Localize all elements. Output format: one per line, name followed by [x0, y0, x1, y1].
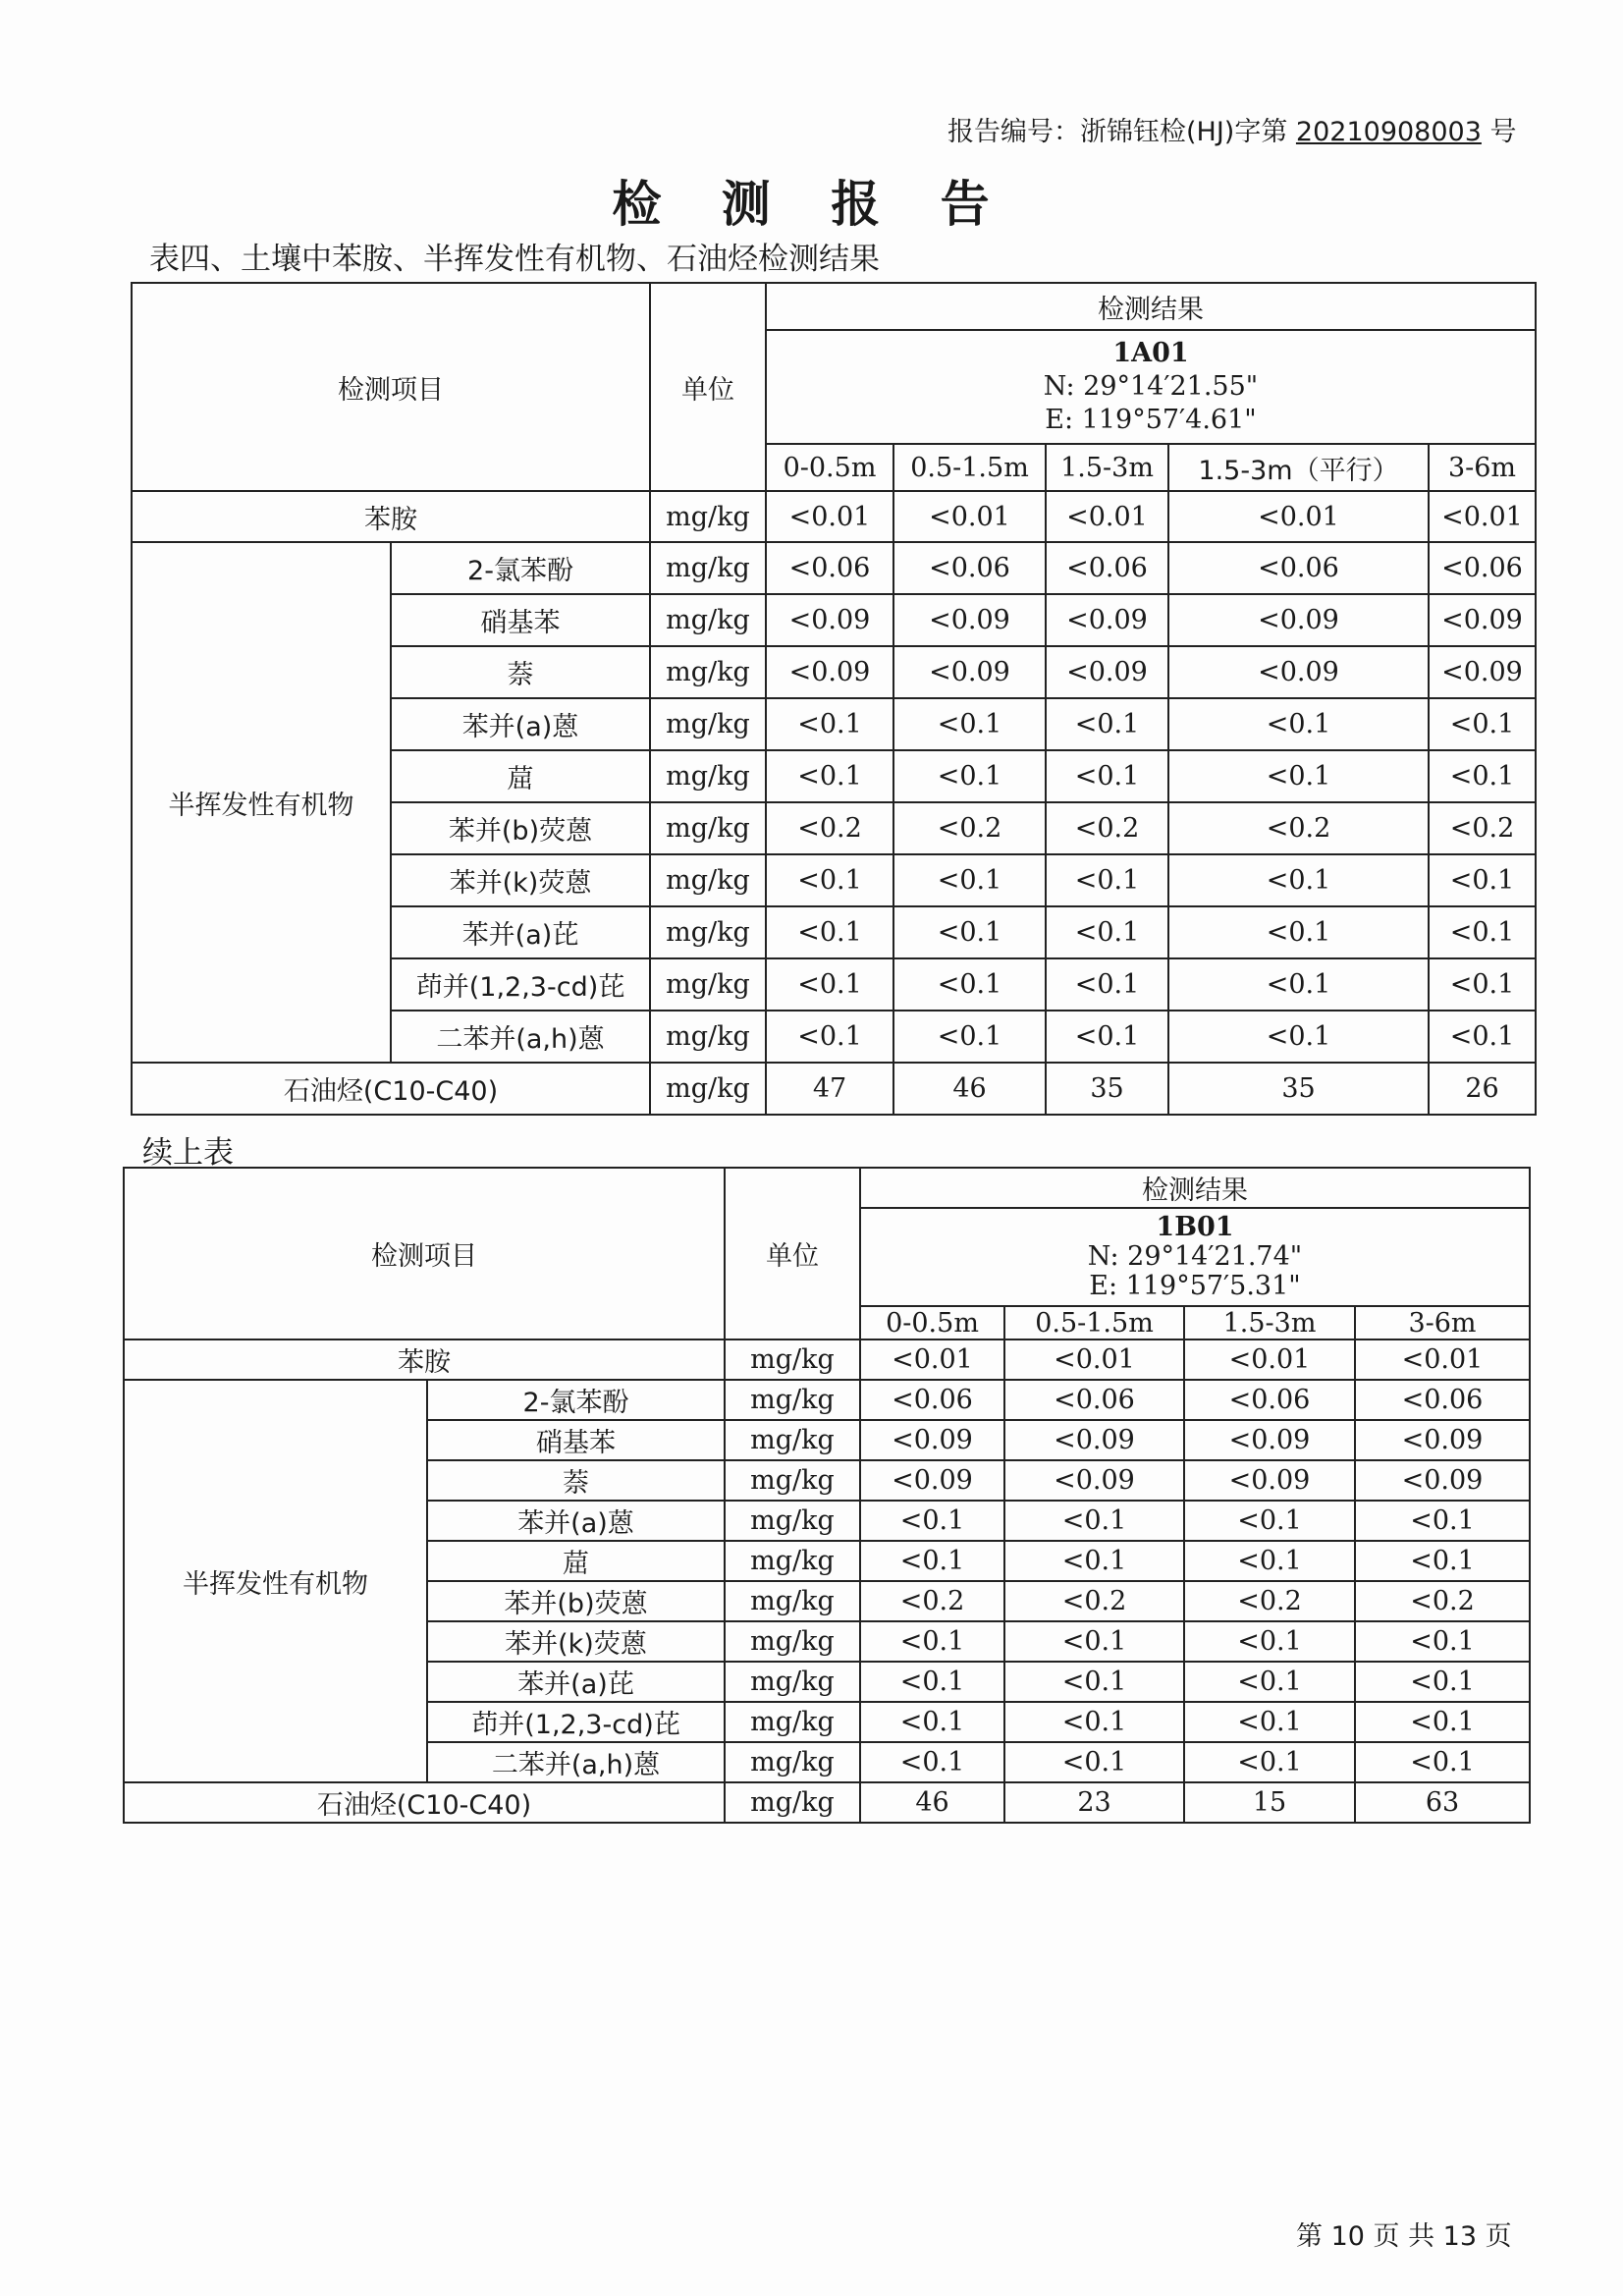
analyte-name: 苯胺: [124, 1339, 725, 1380]
value-cell: <0.1: [1168, 906, 1429, 958]
analyte-name: 䓛: [391, 750, 650, 802]
value-cell: <0.2: [1429, 802, 1536, 854]
unit-cell: mg/kg: [725, 1782, 860, 1823]
value-cell: <0.1: [1429, 1011, 1536, 1063]
unit-cell: mg/kg: [650, 854, 766, 906]
unit-cell: mg/kg: [650, 698, 766, 750]
site-latitude: N: 29°14′21.55": [1043, 371, 1259, 402]
value-cell: <0.1: [860, 1702, 1004, 1742]
value-cell: <0.1: [860, 1662, 1004, 1702]
value-cell: <0.1: [1429, 854, 1536, 906]
value-cell: 35: [1168, 1063, 1429, 1115]
results-header: 检测结果: [860, 1168, 1530, 1208]
value-cell: <0.06: [1355, 1380, 1530, 1420]
value-cell: <0.1: [766, 750, 893, 802]
value-cell: <0.1: [860, 1501, 1004, 1541]
value-cell: <0.1: [1184, 1501, 1355, 1541]
analyte-name: 萘: [427, 1460, 725, 1501]
value-cell: <0.01: [1355, 1339, 1530, 1380]
value-cell: <0.1: [1355, 1742, 1530, 1782]
value-cell: <0.09: [860, 1460, 1004, 1501]
value-cell: <0.2: [1004, 1581, 1184, 1621]
value-cell: 23: [1004, 1782, 1184, 1823]
value-cell: <0.2: [893, 802, 1046, 854]
value-cell: <0.09: [1184, 1460, 1355, 1501]
value-cell: 47: [766, 1063, 893, 1115]
value-cell: <0.09: [766, 594, 893, 646]
depth-header: 0-0.5m: [766, 444, 893, 491]
unit-cell: mg/kg: [650, 1011, 766, 1063]
value-cell: <0.2: [1355, 1581, 1530, 1621]
value-cell: <0.1: [1355, 1621, 1530, 1662]
site-longitude: E: 119°57′5.31": [1089, 1271, 1301, 1301]
value-cell: <0.1: [1004, 1541, 1184, 1581]
value-cell: <0.01: [860, 1339, 1004, 1380]
results-table-1b01: [123, 1167, 1531, 1824]
value-cell: <0.1: [1184, 1662, 1355, 1702]
value-cell: <0.1: [860, 1621, 1004, 1662]
value-cell: <0.2: [766, 802, 893, 854]
value-cell: <0.2: [1046, 802, 1168, 854]
value-cell: <0.1: [1184, 1621, 1355, 1662]
analyte-name: 苯并(a)芘: [391, 906, 650, 958]
value-cell: <0.06: [860, 1380, 1004, 1420]
unit-cell: mg/kg: [725, 1662, 860, 1702]
value-cell: <0.09: [1355, 1420, 1530, 1460]
report-number-suffix: 号: [1481, 117, 1517, 147]
value-cell: <0.09: [893, 646, 1046, 698]
value-cell: <0.1: [1004, 1621, 1184, 1662]
value-cell: <0.1: [1004, 1742, 1184, 1782]
continuation-caption: 续上表: [142, 1135, 234, 1171]
analyte-name: 苯并(k)荧蒽: [427, 1621, 725, 1662]
value-cell: 46: [893, 1063, 1046, 1115]
depth-header: 3-6m: [1429, 444, 1536, 491]
depth-header: 1.5-3m: [1184, 1306, 1355, 1339]
unit-cell: mg/kg: [725, 1742, 860, 1782]
unit-cell: mg/kg: [650, 802, 766, 854]
unit-cell: mg/kg: [650, 594, 766, 646]
table-row: [124, 1339, 1530, 1380]
analyte-name: 2-氯苯酚: [391, 542, 650, 594]
value-cell: <0.2: [860, 1581, 1004, 1621]
depth-header: 0.5-1.5m: [893, 444, 1046, 491]
value-cell: <0.2: [1184, 1581, 1355, 1621]
value-cell: <0.1: [1429, 958, 1536, 1011]
page-number: 第 10 页 共 13 页: [1296, 2221, 1512, 2252]
analyte-name: 䓛: [427, 1541, 725, 1581]
unit-cell: mg/kg: [650, 958, 766, 1011]
table-row: [124, 1782, 1530, 1823]
value-cell: <0.1: [1168, 750, 1429, 802]
unit-cell: mg/kg: [725, 1339, 860, 1380]
unit-cell: mg/kg: [725, 1541, 860, 1581]
value-cell: <0.01: [1184, 1339, 1355, 1380]
unit-header: 单位: [725, 1168, 860, 1339]
depth-header: 3-6m: [1355, 1306, 1530, 1339]
unit-header: 单位: [650, 283, 766, 491]
table-row: [124, 1380, 1530, 1420]
value-cell: <0.1: [1355, 1501, 1530, 1541]
value-cell: <0.1: [1004, 1662, 1184, 1702]
document-title: 检 测 报 告: [612, 176, 1011, 233]
value-cell: <0.1: [893, 698, 1046, 750]
item-header: 检测项目: [124, 1168, 725, 1339]
site-code: 1B01: [1156, 1212, 1234, 1242]
value-cell: <0.06: [766, 542, 893, 594]
report-number: 20210908003: [1295, 117, 1482, 147]
table-row: [132, 542, 1536, 594]
value-cell: <0.09: [1168, 646, 1429, 698]
value-cell: <0.1: [1429, 698, 1536, 750]
site-code: 1A01: [1112, 338, 1189, 368]
value-cell: <0.1: [1046, 698, 1168, 750]
value-cell: <0.1: [1168, 854, 1429, 906]
value-cell: <0.1: [1046, 750, 1168, 802]
analyte-name: 茚并(1,2,3-cd)芘: [427, 1702, 725, 1742]
value-cell: <0.06: [1004, 1380, 1184, 1420]
value-cell: <0.1: [1355, 1662, 1530, 1702]
value-cell: <0.1: [1184, 1702, 1355, 1742]
value-cell: 35: [1046, 1063, 1168, 1115]
value-cell: <0.1: [1355, 1541, 1530, 1581]
site-info: [766, 330, 1536, 444]
value-cell: <0.09: [1004, 1420, 1184, 1460]
analyte-name: 苯并(a)蒽: [427, 1501, 725, 1541]
value-cell: <0.01: [766, 491, 893, 542]
svoc-group-label: 半挥发性有机物: [132, 542, 391, 1063]
value-cell: 26: [1429, 1063, 1536, 1115]
value-cell: <0.06: [1429, 542, 1536, 594]
report-number-prefix: 报告编号：浙锦钰检(HJ)字第: [947, 117, 1296, 147]
value-cell: <0.1: [1046, 906, 1168, 958]
unit-cell: mg/kg: [725, 1380, 860, 1420]
item-header: 检测项目: [132, 283, 650, 491]
value-cell: <0.09: [1046, 646, 1168, 698]
value-cell: <0.1: [1184, 1742, 1355, 1782]
site-longitude: E: 119°57′4.61": [1045, 405, 1257, 435]
analyte-name: 硝基苯: [391, 594, 650, 646]
table-row: [132, 491, 1536, 542]
value-cell: 15: [1184, 1782, 1355, 1823]
unit-cell: mg/kg: [650, 491, 766, 542]
unit-cell: mg/kg: [725, 1420, 860, 1460]
value-cell: <0.09: [893, 594, 1046, 646]
analyte-name: 苯并(b)荧蒽: [427, 1581, 725, 1621]
analyte-name: 苯并(a)芘: [427, 1662, 725, 1702]
analyte-name: 2-氯苯酚: [427, 1380, 725, 1420]
value-cell: <0.09: [766, 646, 893, 698]
analyte-name: 石油烃(C10-C40): [132, 1063, 650, 1115]
value-cell: <0.09: [1168, 594, 1429, 646]
unit-cell: mg/kg: [725, 1581, 860, 1621]
value-cell: <0.09: [1184, 1420, 1355, 1460]
unit-cell: mg/kg: [725, 1621, 860, 1662]
value-cell: <0.1: [1168, 958, 1429, 1011]
value-cell: <0.06: [1168, 542, 1429, 594]
analyte-name: 苯并(k)荧蒽: [391, 854, 650, 906]
value-cell: <0.06: [1184, 1380, 1355, 1420]
value-cell: <0.09: [860, 1420, 1004, 1460]
value-cell: <0.1: [893, 906, 1046, 958]
unit-cell: mg/kg: [650, 906, 766, 958]
depth-header: 1.5-3m: [1046, 444, 1168, 491]
unit-cell: mg/kg: [650, 750, 766, 802]
value-cell: <0.1: [766, 1011, 893, 1063]
value-cell: <0.1: [893, 1011, 1046, 1063]
value-cell: <0.1: [1004, 1501, 1184, 1541]
analyte-name: 二苯并(a,h)蒽: [427, 1742, 725, 1782]
value-cell: <0.1: [1168, 698, 1429, 750]
value-cell: 63: [1355, 1782, 1530, 1823]
value-cell: <0.1: [860, 1742, 1004, 1782]
value-cell: <0.1: [766, 906, 893, 958]
value-cell: <0.1: [766, 698, 893, 750]
value-cell: <0.09: [1429, 646, 1536, 698]
value-cell: <0.06: [1046, 542, 1168, 594]
value-cell: <0.1: [893, 958, 1046, 1011]
analyte-name: 硝基苯: [427, 1420, 725, 1460]
depth-header: 0.5-1.5m: [1004, 1306, 1184, 1339]
unit-cell: mg/kg: [725, 1501, 860, 1541]
analyte-name: 萘: [391, 646, 650, 698]
analyte-name: 茚并(1,2,3-cd)芘: [391, 958, 650, 1011]
site-latitude: N: 29°14′21.74": [1087, 1241, 1303, 1272]
value-cell: <0.1: [1429, 906, 1536, 958]
value-cell: <0.1: [766, 958, 893, 1011]
value-cell: <0.1: [1046, 958, 1168, 1011]
value-cell: <0.1: [1184, 1541, 1355, 1581]
value-cell: <0.1: [1046, 854, 1168, 906]
value-cell: <0.1: [860, 1541, 1004, 1581]
site-info: [860, 1208, 1530, 1306]
value-cell: <0.1: [1046, 1011, 1168, 1063]
results-table-1a01: [131, 282, 1537, 1116]
depth-header: 0-0.5m: [860, 1306, 1004, 1339]
depth-header: 1.5-3m（平行）: [1168, 444, 1429, 491]
analyte-name: 二苯并(a,h)蒽: [391, 1011, 650, 1063]
value-cell: <0.1: [766, 854, 893, 906]
table-row: [132, 1063, 1536, 1115]
value-cell: <0.1: [1168, 1011, 1429, 1063]
table-caption: 表四、土壤中苯胺、半挥发性有机物、石油烃检测结果: [149, 242, 880, 277]
value-cell: <0.09: [1004, 1460, 1184, 1501]
unit-cell: mg/kg: [725, 1702, 860, 1742]
unit-cell: mg/kg: [650, 542, 766, 594]
value-cell: <0.06: [893, 542, 1046, 594]
value-cell: <0.09: [1429, 594, 1536, 646]
report-number-line: [947, 110, 1516, 148]
svoc-group-label: 半挥发性有机物: [124, 1380, 427, 1782]
value-cell: <0.1: [1004, 1702, 1184, 1742]
value-cell: <0.1: [893, 750, 1046, 802]
results-header: 检测结果: [766, 283, 1536, 330]
value-cell: <0.01: [1429, 491, 1536, 542]
value-cell: <0.09: [1355, 1460, 1530, 1501]
value-cell: <0.01: [1046, 491, 1168, 542]
analyte-name: 苯胺: [132, 491, 650, 542]
value-cell: <0.1: [1429, 750, 1536, 802]
value-cell: 46: [860, 1782, 1004, 1823]
analyte-name: 苯并(b)荧蒽: [391, 802, 650, 854]
unit-cell: mg/kg: [650, 646, 766, 698]
value-cell: <0.01: [1004, 1339, 1184, 1380]
value-cell: <0.01: [893, 491, 1046, 542]
unit-cell: mg/kg: [650, 1063, 766, 1115]
value-cell: <0.09: [1046, 594, 1168, 646]
value-cell: <0.1: [893, 854, 1046, 906]
value-cell: <0.01: [1168, 491, 1429, 542]
value-cell: <0.1: [1355, 1702, 1530, 1742]
analyte-name: 苯并(a)蒽: [391, 698, 650, 750]
analyte-name: 石油烃(C10-C40): [124, 1782, 725, 1823]
unit-cell: mg/kg: [725, 1460, 860, 1501]
value-cell: <0.2: [1168, 802, 1429, 854]
